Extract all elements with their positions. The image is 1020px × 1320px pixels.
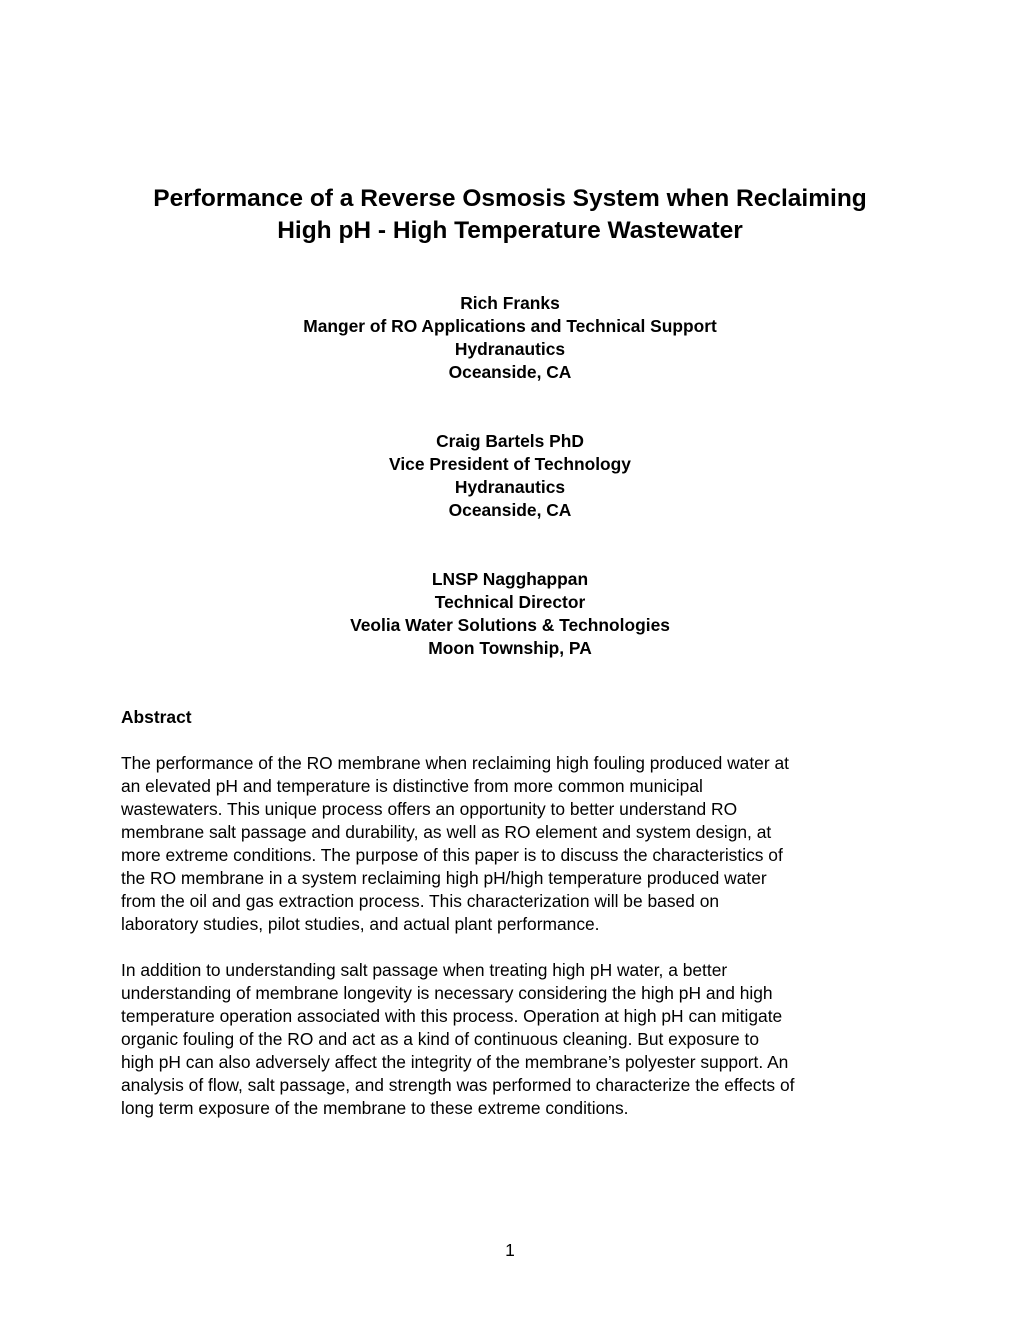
paragraph-line: laboratory studies, pilot studies, and actual plant performance. xyxy=(121,914,600,934)
paragraph-line: high pH can also adversely affect the integrity of the membrane’s polyester support. An xyxy=(121,1052,789,1072)
author-name: Rich Franks xyxy=(460,293,560,313)
author-location: Oceanside, CA xyxy=(448,500,572,520)
paragraph-line: the RO membrane in a system reclaiming high pH/high temperature produced water xyxy=(121,868,767,888)
paragraph-line: wastewaters. This unique process offers an opportunity to better understand RO xyxy=(121,799,738,819)
paragraph-line: temperature operation associated with this process. Operation at high pH can mitigate xyxy=(121,1006,783,1026)
author-name: LNSP Nagghappan xyxy=(431,569,589,589)
paragraph-line: membrane salt passage and durability, as well as RO element and system design, at xyxy=(121,822,772,842)
paragraph-line: long term exposure of the membrane to these extreme conditions. xyxy=(121,1098,629,1118)
paragraph-line: analysis of flow, salt passage, and strength was performed to characterize the effects of xyxy=(121,1075,795,1095)
paragraph-line: more extreme conditions. The purpose of this paper is to discuss the characteristics of xyxy=(121,845,783,865)
paragraph-line: In addition to understanding salt passage when treating high pH water, a better xyxy=(121,960,728,980)
author-block xyxy=(110,430,910,522)
paper-title xyxy=(80,183,940,247)
abstract-heading: Abstract xyxy=(121,707,192,727)
author-block xyxy=(110,568,910,660)
author-block xyxy=(110,292,910,384)
paragraph-line: The performance of the RO membrane when reclaiming high fouling produced water at xyxy=(121,753,789,773)
author-location: Moon Township, PA xyxy=(428,638,592,658)
author-organization: Hydranautics xyxy=(454,477,566,497)
paragraph-line: understanding of membrane longevity is necessary considering the high pH and high xyxy=(121,983,773,1003)
title-line: Performance of a Reverse Osmosis System when Reclaiming xyxy=(153,185,867,212)
page-number: 1 xyxy=(505,1240,515,1260)
author-role: Technical Director xyxy=(434,592,586,612)
author-organization: Veolia Water Solutions & Technologies xyxy=(350,615,670,635)
paragraph-line: from the oil and gas extraction process. This characterization will be based on xyxy=(121,891,720,911)
paragraph-line: organic fouling of the RO and act as a kind of continuous cleaning. But exposure to xyxy=(121,1029,760,1049)
abstract-paragraph xyxy=(121,959,921,1120)
paragraph-line: an elevated pH and temperature is distinctive from more common municipal xyxy=(121,776,703,796)
author-location: Oceanside, CA xyxy=(448,362,572,382)
title-line: High pH - High Temperature Wastewater xyxy=(277,217,743,244)
author-organization: Hydranautics xyxy=(454,339,566,359)
author-role: Manger of RO Applications and Technical Support xyxy=(303,316,717,336)
author-name: Craig Bartels PhD xyxy=(436,431,584,451)
author-role: Vice President of Technology xyxy=(389,454,631,474)
abstract-paragraph xyxy=(121,752,921,936)
